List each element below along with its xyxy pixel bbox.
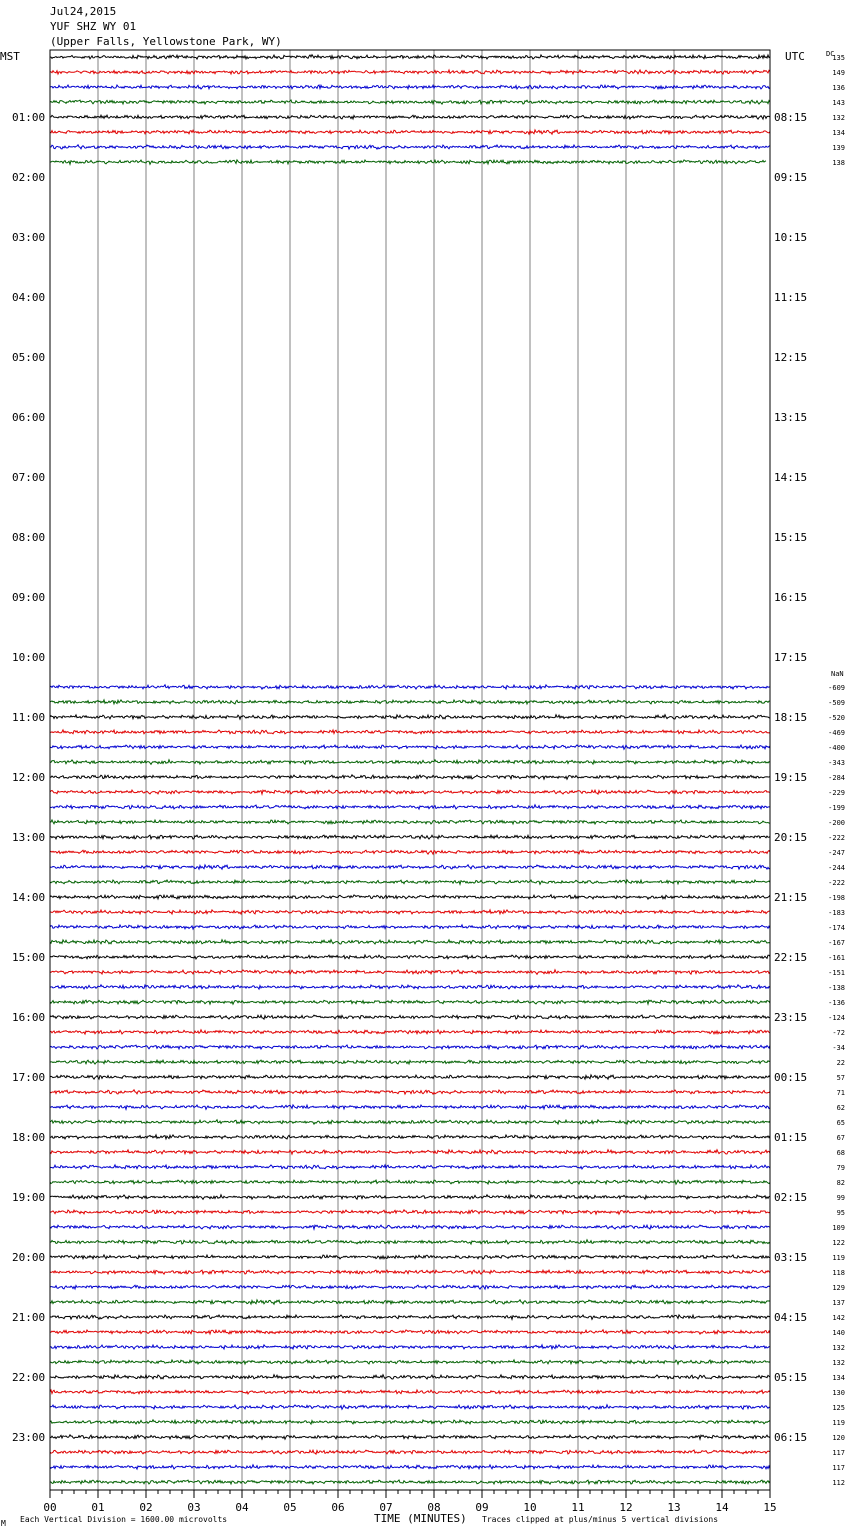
dc-offset-label: -124 (828, 1014, 845, 1022)
trace-64 (50, 1015, 770, 1019)
x-tick-label-15: 15 (763, 1501, 777, 1514)
dc-offset-label: 65 (836, 1119, 845, 1127)
left-hour-label-07:00: 07:00 (12, 471, 46, 484)
dc-offset-label: 122 (832, 1239, 845, 1247)
dc-offset-label: 79 (836, 1164, 845, 1172)
trace-65 (50, 1030, 770, 1034)
trace-44 (50, 715, 770, 719)
left-hour-label-08:00: 08:00 (12, 531, 46, 544)
dc-offset-label: 143 (832, 99, 845, 107)
trace-61 (50, 970, 770, 975)
dc-offset-label: 68 (836, 1149, 845, 1157)
dc-offset-label: -222 (828, 879, 845, 887)
dc-header-label: DC (826, 50, 835, 58)
trace-68 (50, 1075, 770, 1079)
right-hour-label-06:15: 06:15 (774, 1431, 808, 1444)
trace-82 (50, 1285, 770, 1289)
dc-offset-label: 135 (832, 54, 845, 62)
right-hour-label-18:15: 18:15 (774, 711, 808, 724)
dc-offset-label: 67 (836, 1134, 845, 1142)
left-hour-label-16:00: 16:00 (12, 1011, 46, 1024)
dc-offset-label: -509 (828, 699, 845, 707)
trace-81 (50, 1270, 770, 1274)
dc-offset-label: 118 (832, 1269, 845, 1277)
left-hour-label-18:00: 18:00 (12, 1131, 46, 1144)
dc-offset-label: -229 (828, 789, 845, 797)
right-hour-label-19:15: 19:15 (774, 771, 808, 784)
dc-offset-label: -284 (828, 774, 845, 782)
right-timezone: UTC (785, 50, 805, 63)
dc-offset-label: 109 (832, 1224, 845, 1232)
dc-offset-label: 57 (836, 1074, 845, 1082)
x-tick-label-06: 06 (331, 1501, 345, 1514)
dc-offset-label: -174 (828, 924, 845, 932)
dc-offset-label: 117 (832, 1449, 845, 1457)
dc-offset-label: 119 (832, 1419, 845, 1427)
right-hour-label-04:15: 04:15 (774, 1311, 808, 1324)
left-hour-label-13:00: 13:00 (12, 831, 46, 844)
trace-69 (50, 1090, 770, 1094)
x-tick-label-12: 12 (619, 1501, 633, 1514)
trace-72 (50, 1135, 770, 1139)
x-axis-title: TIME (MINUTES) (374, 1512, 467, 1525)
x-tick-label-09: 09 (475, 1501, 489, 1514)
x-tick-label-07: 07 (379, 1501, 393, 1514)
x-tick-label-11: 11 (571, 1501, 585, 1514)
right-hour-label-16:15: 16:15 (774, 591, 808, 604)
trace-50 (50, 805, 770, 809)
trace-73 (50, 1150, 770, 1154)
seismic-traces (50, 55, 770, 1484)
left-hour-label-14:00: 14:00 (12, 891, 46, 904)
trace-49 (50, 790, 770, 794)
left-hour-label-11:00: 11:00 (12, 711, 46, 724)
dc-offset-label: -469 (828, 729, 845, 737)
x-tick-label-13: 13 (667, 1501, 681, 1514)
trace-2 (50, 85, 770, 89)
trace-88 (50, 1375, 770, 1379)
right-hour-label-14:15: 14:15 (774, 471, 808, 484)
trace-56 (50, 895, 770, 899)
left-hour-label-21:00: 21:00 (12, 1311, 46, 1324)
dc-offset-label: 139 (832, 144, 845, 152)
trace-76 (50, 1195, 770, 1200)
dc-offset-label: 22 (836, 1059, 845, 1067)
dc-offset-label: 149 (832, 69, 845, 77)
dc-offset-label: -167 (828, 939, 845, 947)
trace-58 (50, 925, 770, 929)
trace-43 (50, 700, 770, 704)
x-tick-label-02: 02 (139, 1501, 153, 1514)
right-hour-label-10:15: 10:15 (774, 231, 808, 244)
dc-offset-label: -34 (832, 1044, 845, 1052)
trace-66 (50, 1045, 770, 1049)
right-hour-label-20:15: 20:15 (774, 831, 808, 844)
right-hour-label-22:15: 22:15 (774, 951, 808, 964)
right-hour-label-09:15: 09:15 (774, 171, 808, 184)
left-hour-label-17:00: 17:00 (12, 1071, 46, 1084)
x-tick-label-05: 05 (283, 1501, 297, 1514)
right-hour-label-03:15: 03:15 (774, 1251, 808, 1264)
dc-offset-label: 99 (836, 1194, 845, 1202)
right-hour-label-01:15: 01:15 (774, 1131, 808, 1144)
dc-offset-label: -200 (828, 819, 845, 827)
left-hour-label-12:00: 12:00 (12, 771, 46, 784)
dc-offset-label: 138 (832, 159, 845, 167)
footer-mark: M (1, 1519, 6, 1528)
dc-offset-label: -222 (828, 834, 845, 842)
minute-gridlines (50, 50, 770, 1498)
dc-offset-label: 120 (832, 1434, 845, 1442)
trace-45 (50, 730, 770, 734)
dc-offset-label: 132 (832, 1359, 845, 1367)
trace-95 (50, 1480, 770, 1484)
dc-offset-label: -136 (828, 999, 845, 1007)
plot-frame (50, 50, 770, 1490)
dc-offset-label: -199 (828, 804, 845, 812)
trace-93 (50, 1450, 770, 1454)
trace-78 (50, 1225, 770, 1229)
trace-54 (50, 865, 770, 869)
dc-offset-label: -244 (828, 864, 845, 872)
dc-offset-label: -247 (828, 849, 845, 857)
right-hour-label-23:15: 23:15 (774, 1011, 808, 1024)
dc-offset-label: 129 (832, 1284, 845, 1292)
trace-89 (50, 1390, 770, 1394)
trace-84 (50, 1315, 770, 1319)
left-timezone: MST (0, 50, 20, 63)
trace-62 (50, 985, 770, 989)
trace-4 (50, 115, 770, 119)
trace-85 (50, 1330, 770, 1334)
left-hour-label-09:00: 09:00 (12, 591, 46, 604)
left-hour-label-15:00: 15:00 (12, 951, 46, 964)
trace-80 (50, 1255, 770, 1259)
dc-offset-label: 117 (832, 1464, 845, 1472)
trace-77 (50, 1210, 770, 1214)
left-hour-label-01:00: 01:00 (12, 111, 46, 124)
dc-offset-label: -151 (828, 969, 845, 977)
x-tick-label-00: 00 (43, 1501, 57, 1514)
dc-offset-label: 132 (832, 114, 845, 122)
dc-offset-label: 136 (832, 84, 845, 92)
right-hour-label-12:15: 12:15 (774, 351, 808, 364)
left-hour-label-22:00: 22:00 (12, 1371, 46, 1384)
right-hour-label-15:15: 15:15 (774, 531, 808, 544)
trace-70 (50, 1105, 770, 1109)
dc-offset-label: 130 (832, 1389, 845, 1397)
station-code: YUF SHZ WY 01 (50, 20, 137, 33)
trace-75 (50, 1180, 770, 1184)
dc-offset-label: 125 (832, 1404, 845, 1412)
dc-offset-label: -138 (828, 984, 845, 992)
trace-1 (50, 70, 770, 74)
right-hour-label-13:15: 13:15 (774, 411, 808, 424)
trace-79 (50, 1240, 770, 1244)
left-hour-label-02:00: 02:00 (12, 171, 46, 184)
trace-83 (50, 1300, 770, 1304)
trace-3 (50, 100, 770, 104)
x-tick-label-03: 03 (187, 1501, 201, 1514)
x-tick-label-01: 01 (91, 1501, 105, 1514)
trace-53 (50, 850, 770, 854)
dc-offset-label: -343 (828, 759, 845, 767)
nan-label: NaN (831, 670, 844, 678)
left-hour-label-20:00: 20:00 (12, 1251, 46, 1264)
trace-91 (50, 1420, 770, 1424)
left-hour-label-10:00: 10:00 (12, 651, 46, 664)
x-tick-label-04: 04 (235, 1501, 249, 1514)
dc-offset-label: -161 (828, 954, 845, 962)
dc-offset-label: 142 (832, 1314, 845, 1322)
dc-offset-label: -400 (828, 744, 845, 752)
trace-71 (50, 1120, 770, 1124)
trace-87 (50, 1360, 770, 1364)
right-hour-label-11:15: 11:15 (774, 291, 808, 304)
trace-92 (50, 1435, 770, 1439)
dc-offset-label: 137 (832, 1299, 845, 1307)
dc-offset-label: -520 (828, 714, 845, 722)
right-hour-label-17:15: 17:15 (774, 651, 808, 664)
trace-55 (50, 880, 770, 884)
left-hour-label-06:00: 06:00 (12, 411, 46, 424)
left-hour-label-19:00: 19:00 (12, 1191, 46, 1204)
station-location: (Upper Falls, Yellowstone Park, WY) (50, 35, 282, 48)
trace-57 (50, 910, 770, 914)
trace-7 (50, 160, 766, 164)
dc-offset-label: 71 (836, 1089, 845, 1097)
left-hour-label-04:00: 04:00 (12, 291, 46, 304)
x-tick-label-10: 10 (523, 1501, 537, 1514)
trace-60 (50, 955, 770, 959)
right-hour-label-02:15: 02:15 (774, 1191, 808, 1204)
right-hour-label-21:15: 21:15 (774, 891, 808, 904)
trace-6 (50, 145, 770, 149)
trace-46 (50, 745, 770, 749)
trace-48 (50, 775, 770, 779)
dc-offset-label: 82 (836, 1179, 845, 1187)
trace-90 (50, 1405, 770, 1410)
right-hour-label-08:15: 08:15 (774, 111, 808, 124)
dc-offset-label: 140 (832, 1329, 845, 1337)
trace-51 (50, 820, 770, 824)
time-labels (12, 54, 845, 1514)
right-hour-label-00:15: 00:15 (774, 1071, 808, 1084)
trace-94 (50, 1465, 770, 1469)
clipping-note: Traces clipped at plus/minus 5 vertical divisions (482, 1515, 719, 1524)
chart-date: Jul24,2015 (50, 5, 117, 18)
left-hour-label-05:00: 05:00 (12, 351, 46, 364)
trace-86 (50, 1345, 770, 1349)
dc-offset-label: 112 (832, 1479, 845, 1487)
dc-offset-label: -183 (828, 909, 845, 917)
trace-63 (50, 1000, 770, 1004)
trace-74 (50, 1165, 770, 1169)
trace-5 (50, 130, 770, 134)
dc-offset-label: 132 (832, 1344, 845, 1352)
trace-42 (50, 685, 770, 689)
dc-offset-label: 134 (832, 129, 845, 137)
left-hour-label-03:00: 03:00 (12, 231, 46, 244)
dc-offset-label: 134 (832, 1374, 845, 1382)
left-hour-label-23:00: 23:00 (12, 1431, 46, 1444)
dc-offset-label: 119 (832, 1254, 845, 1262)
dc-offset-label: 95 (836, 1209, 845, 1217)
dc-offset-label: -72 (832, 1029, 845, 1037)
dc-offset-label: 62 (836, 1104, 845, 1112)
trace-52 (50, 835, 770, 839)
right-hour-label-05:15: 05:15 (774, 1371, 808, 1384)
dc-offset-label: -609 (828, 684, 845, 692)
x-tick-label-14: 14 (715, 1501, 729, 1514)
x-tick-label-08: 08 (427, 1501, 441, 1514)
trace-59 (50, 940, 770, 944)
dc-offset-label: -198 (828, 894, 845, 902)
trace-0 (50, 55, 770, 59)
division-note: Each Vertical Division = 1600.00 microvolts (20, 1515, 228, 1524)
trace-47 (50, 760, 770, 765)
trace-67 (50, 1060, 770, 1064)
